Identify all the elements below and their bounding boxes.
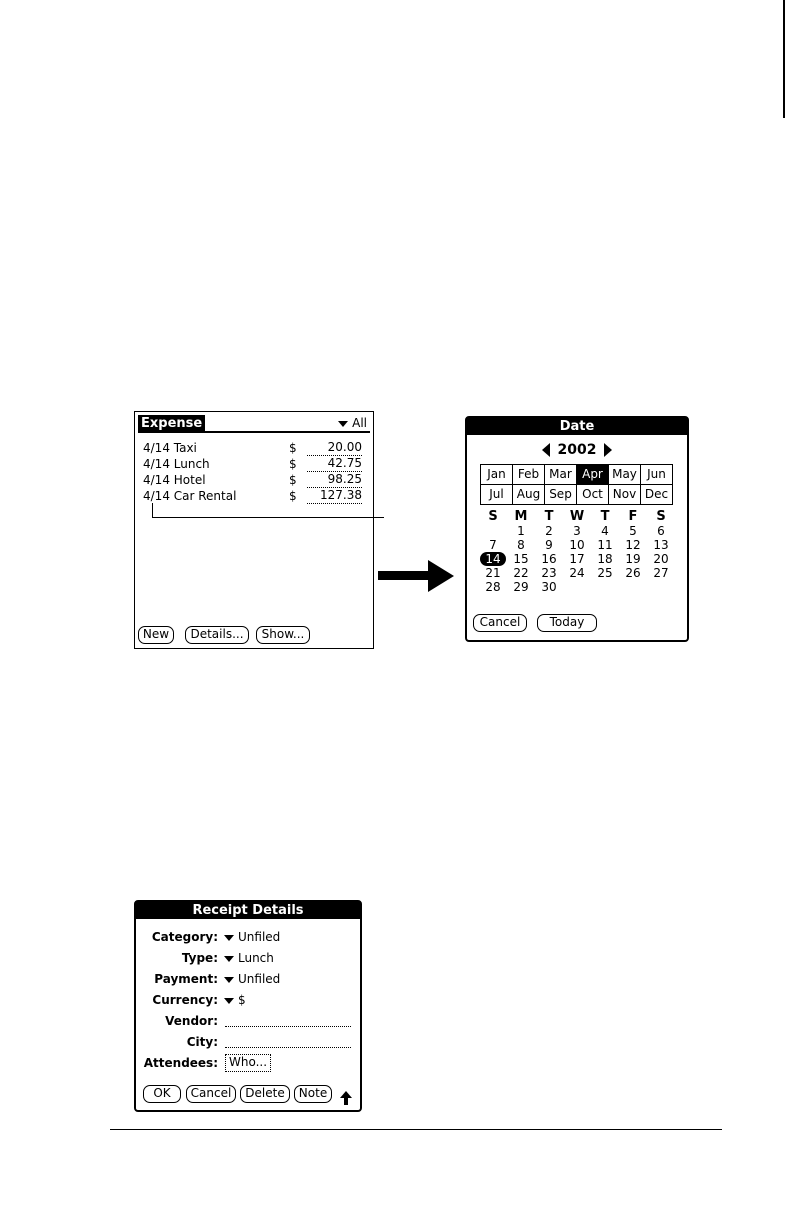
- cancel-button[interactable]: Cancel: [186, 1085, 236, 1103]
- currency-picker[interactable]: [224, 991, 246, 1009]
- day-23[interactable]: 23: [541, 566, 557, 580]
- show-button[interactable]: Show...: [256, 626, 310, 644]
- day-calendar: [479, 510, 677, 594]
- category-field: [136, 928, 356, 946]
- type-value: Lunch: [238, 951, 274, 965]
- day-13[interactable]: 13: [653, 538, 669, 552]
- day-11[interactable]: 11: [597, 538, 613, 552]
- dropdown-triangle-icon: [224, 977, 234, 983]
- payment-field: [136, 970, 356, 988]
- dialog-title: Date: [467, 418, 687, 435]
- weekday-header: M: [514, 509, 528, 524]
- expense-currency: $: [289, 441, 297, 455]
- day-5[interactable]: 5: [629, 524, 637, 538]
- payment-value: Unfiled: [238, 972, 281, 986]
- dropdown-triangle-icon: [224, 935, 234, 941]
- calendar-grid: [479, 510, 677, 594]
- month-feb[interactable]: Feb: [513, 465, 545, 485]
- day-26[interactable]: 26: [625, 566, 641, 580]
- payment-picker[interactable]: [224, 970, 280, 988]
- day-7[interactable]: 7: [489, 538, 497, 552]
- new-button[interactable]: New: [138, 626, 174, 644]
- cancel-button[interactable]: Cancel: [473, 614, 527, 632]
- who-button[interactable]: Who...: [225, 1054, 271, 1072]
- weekday-header: T: [600, 509, 610, 524]
- day-3[interactable]: 3: [573, 524, 581, 538]
- expense-amount[interactable]: 127.38: [307, 488, 362, 504]
- weekday-header: T: [544, 509, 554, 524]
- type-label: Type:: [181, 951, 218, 965]
- next-year-icon[interactable]: [604, 443, 612, 457]
- day-22[interactable]: 22: [513, 566, 529, 580]
- day-27[interactable]: 27: [653, 566, 669, 580]
- callout-line: [152, 503, 153, 517]
- city-field: [136, 1033, 356, 1051]
- weekday-header: F: [628, 509, 638, 524]
- expense-amount[interactable]: 42.75: [307, 456, 362, 472]
- details-button[interactable]: Details...: [185, 626, 249, 644]
- day-10[interactable]: 10: [569, 538, 585, 552]
- arrow-right-icon: [378, 571, 430, 580]
- footer-rule: [110, 1129, 722, 1130]
- dropdown-triangle-icon: [338, 421, 348, 427]
- dropdown-triangle-icon: [224, 956, 234, 962]
- month-apr[interactable]: Apr: [577, 465, 609, 485]
- expense-amount[interactable]: 98.25: [307, 472, 362, 488]
- today-button[interactable]: Today: [537, 614, 597, 632]
- day-30[interactable]: 30: [541, 580, 557, 594]
- expense-row[interactable]: [143, 456, 362, 472]
- day-29[interactable]: 29: [513, 580, 529, 594]
- day-24[interactable]: 24: [569, 566, 585, 580]
- category-value: All: [352, 416, 367, 430]
- month-may[interactable]: May: [609, 465, 641, 485]
- month-nov[interactable]: Nov: [609, 485, 641, 505]
- attendees-field: [136, 1054, 356, 1072]
- day-1[interactable]: 1: [517, 524, 525, 538]
- note-button[interactable]: Note: [294, 1085, 332, 1103]
- day-25[interactable]: 25: [597, 566, 613, 580]
- month-mar[interactable]: Mar: [545, 465, 577, 485]
- type-field: [136, 949, 356, 967]
- dropdown-triangle-icon: [224, 998, 234, 1004]
- month-jan[interactable]: Jan: [481, 465, 513, 485]
- dialog-title: Receipt Details: [136, 902, 360, 919]
- currency-field: [136, 991, 356, 1009]
- scroll-up-arrow-icon[interactable]: [340, 1091, 352, 1105]
- category-picker[interactable]: [224, 928, 280, 946]
- city-label: City:: [186, 1035, 218, 1049]
- category-picker[interactable]: [338, 415, 367, 432]
- month-oct[interactable]: Oct: [577, 485, 609, 505]
- type-picker[interactable]: [224, 949, 274, 967]
- day-20[interactable]: 20: [653, 552, 669, 566]
- category-value: Unfiled: [238, 930, 281, 944]
- expense-description[interactable]: 4/14 Lunch: [143, 457, 210, 471]
- day-28[interactable]: 28: [485, 580, 501, 594]
- weekday-header: W: [569, 509, 585, 524]
- expense-currency: $: [289, 489, 297, 503]
- day-8[interactable]: 8: [517, 538, 525, 552]
- expense-currency: $: [289, 473, 297, 487]
- day-19[interactable]: 19: [625, 552, 641, 566]
- category-label: Category:: [151, 930, 218, 944]
- year-selector: [467, 441, 687, 459]
- currency-label: Currency:: [152, 993, 218, 1007]
- day-18[interactable]: 18: [597, 552, 613, 566]
- expense-amount[interactable]: 20.00: [307, 440, 362, 456]
- date-picker-dialog: [465, 416, 689, 642]
- payment-label: Payment:: [154, 972, 218, 986]
- month-aug[interactable]: Aug: [513, 485, 545, 505]
- day-12[interactable]: 12: [625, 538, 641, 552]
- day-14[interactable]: 14: [480, 552, 506, 566]
- month-dec[interactable]: Dec: [641, 485, 673, 505]
- city-input[interactable]: [225, 1047, 351, 1048]
- expense-row[interactable]: [143, 472, 362, 488]
- previous-year-icon[interactable]: [542, 443, 550, 457]
- month-sep[interactable]: Sep: [545, 485, 577, 505]
- vendor-label: Vendor:: [165, 1014, 218, 1028]
- calendar-blank: [479, 524, 507, 538]
- page-edge-line: [783, 0, 785, 118]
- currency-value: $: [238, 993, 246, 1007]
- arrow-right-icon: [428, 560, 454, 592]
- ok-button[interactable]: OK: [143, 1085, 181, 1103]
- expense-description[interactable]: 4/14 Hotel: [143, 473, 206, 487]
- title-underline: [138, 431, 370, 433]
- attendees-label: Attendees:: [143, 1056, 218, 1070]
- day-9[interactable]: 9: [545, 538, 553, 552]
- delete-button[interactable]: Delete: [240, 1085, 290, 1103]
- day-4[interactable]: 4: [601, 524, 609, 538]
- app-title: Expense: [138, 415, 205, 432]
- vendor-field: [136, 1012, 356, 1030]
- receipt-details-dialog: [134, 900, 362, 1112]
- year-value: 2002: [557, 442, 597, 458]
- weekday-header: S: [488, 509, 498, 524]
- expense-description[interactable]: 4/14 Taxi: [143, 441, 197, 455]
- month-grid: [480, 464, 673, 505]
- day-6[interactable]: 6: [657, 524, 665, 538]
- expense-list-screen: [134, 411, 374, 649]
- weekday-header: S: [656, 509, 666, 524]
- day-15[interactable]: 15: [513, 552, 529, 566]
- day-16[interactable]: 16: [541, 552, 557, 566]
- month-jun[interactable]: Jun: [641, 465, 673, 485]
- expense-description[interactable]: 4/14 Car Rental: [143, 489, 237, 503]
- day-2[interactable]: 2: [545, 524, 553, 538]
- day-21[interactable]: 21: [485, 566, 501, 580]
- expense-row[interactable]: [143, 488, 362, 504]
- vendor-input[interactable]: [225, 1026, 351, 1027]
- callout-line: [152, 517, 384, 518]
- month-jul[interactable]: Jul: [481, 485, 513, 505]
- expense-row[interactable]: [143, 440, 362, 456]
- expense-currency: $: [289, 457, 297, 471]
- day-17[interactable]: 17: [569, 552, 585, 566]
